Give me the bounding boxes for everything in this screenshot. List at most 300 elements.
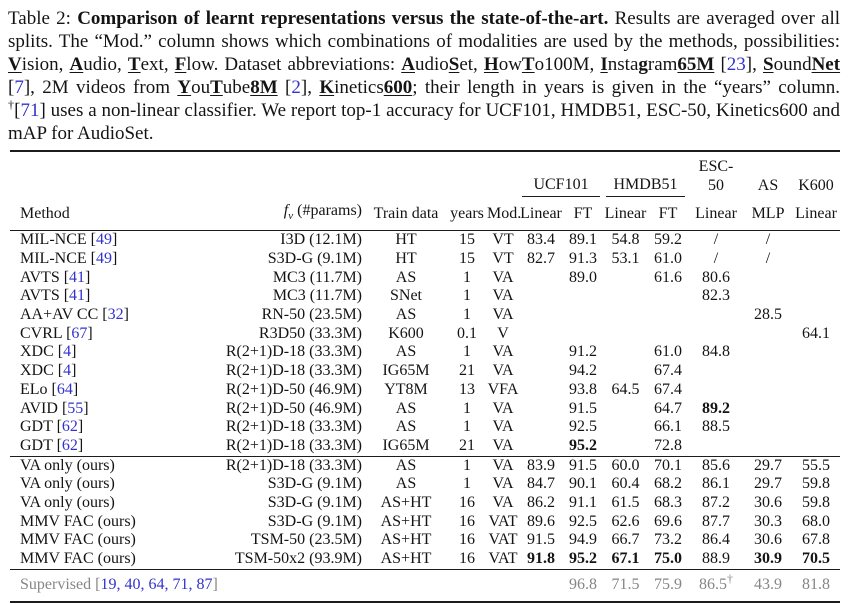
col-header-k600-linear: Linear: [792, 197, 840, 231]
fv-subscript: v: [288, 210, 294, 223]
method-cell: XDC [4]: [20, 343, 77, 361]
citation-link[interactable]: 49: [95, 249, 112, 267]
value-cell: 15: [459, 231, 475, 249]
value-cell: VT: [492, 249, 514, 267]
method-cell: MMV FAC (ours): [20, 550, 136, 568]
value-cell: 68.0: [802, 512, 831, 530]
caption-text: [: [714, 54, 727, 75]
method-cell: VA only (ours): [20, 456, 115, 474]
method-cell: MIL-NCE [49]: [20, 249, 118, 267]
citation-link[interactable]: 32: [107, 306, 124, 323]
backbone-cell: S3D-G (9.1M): [267, 249, 362, 267]
group-header-as: [744, 151, 792, 197]
value-cell: 16: [459, 550, 475, 568]
value-cell: [688, 381, 744, 400]
col-header-hmdb-ft: FT: [648, 197, 688, 231]
value-cell: AS: [395, 456, 417, 474]
value-cell: [792, 400, 840, 419]
caption-text: g: [638, 54, 648, 75]
value-cell: [744, 343, 792, 362]
value-cell: [519, 287, 563, 306]
backbone-cell: R(2+1)D-18 (33.3M): [225, 418, 362, 436]
value-cell: VA: [492, 306, 514, 323]
value-cell: [744, 400, 792, 419]
value-cell: VA: [492, 456, 514, 474]
value-cell: 70.1: [654, 456, 682, 474]
value-cell: 82.7: [527, 249, 555, 267]
value-cell: [688, 325, 744, 344]
fv-symbol: f: [283, 202, 289, 219]
citation-link[interactable]: 41: [69, 268, 86, 286]
method-cell: AVTS [41]: [20, 287, 91, 305]
value-cell: [792, 287, 840, 306]
col-header-ucf-linear: Linear: [519, 197, 563, 231]
value-cell: 55.5: [802, 456, 831, 474]
table-row: [10, 513, 840, 532]
table-row: [10, 306, 840, 325]
value-cell: 69.6: [654, 512, 682, 530]
value-cell: 28.5: [754, 306, 783, 323]
caption-text: ow: [498, 54, 522, 75]
backbone-cell: R(2+1)D-50 (46.9M): [225, 399, 362, 417]
value-cell: 87.7: [702, 512, 731, 530]
table-caption: [8, 7, 840, 145]
table-row: [10, 494, 840, 513]
value-cell: 1: [463, 418, 471, 436]
table-row: [10, 550, 840, 569]
value-cell: [744, 437, 792, 456]
value-cell: 86.4: [702, 531, 731, 549]
method-cell: AVTS [41]: [20, 268, 91, 286]
value-cell: 91.3: [569, 249, 597, 267]
citation-link[interactable]: 2: [291, 77, 301, 98]
col-header-esc-linear: Linear: [688, 197, 744, 231]
value-cell: IG65M: [382, 362, 430, 380]
value-cell: [519, 362, 563, 381]
value-cell: V: [497, 324, 509, 342]
value-cell: [519, 269, 563, 288]
caption-text: ext,: [140, 54, 175, 75]
value-cell: [688, 306, 744, 325]
value-cell: [603, 400, 648, 419]
value-cell: /: [713, 249, 719, 267]
value-cell: [563, 287, 603, 306]
value-cell: 64.7: [654, 399, 682, 417]
citation-link[interactable]: 4: [63, 362, 72, 380]
value-cell: 88.5: [702, 418, 731, 436]
col-header-hmdb-linear: Linear: [603, 197, 648, 231]
value-cell: 91.5: [569, 399, 597, 417]
method-cell: MIL-NCE [49]: [20, 231, 118, 249]
col-header-ucf-ft: FT: [563, 197, 603, 231]
caption-text: ou: [191, 77, 211, 98]
table-row: [10, 287, 840, 306]
value-cell: 91.5: [569, 456, 597, 474]
value-cell: 72.8: [654, 436, 682, 454]
caption-text: ],: [300, 77, 320, 98]
value-cell: 1: [463, 268, 471, 286]
backbone-cell: RN-50 (23.5M): [261, 306, 362, 323]
value-cell: [792, 381, 840, 400]
col-header-fv-params: [210, 197, 365, 231]
table-row: [10, 531, 840, 550]
backbone-cell: R(2+1)D-18 (33.3M): [225, 362, 362, 380]
method-cell: CVRL [67]: [20, 324, 93, 342]
value-cell: AS+HT: [380, 550, 432, 568]
value-cell: 30.3: [754, 512, 783, 530]
group-label: ESC-50: [698, 158, 734, 194]
group-label: AS: [757, 177, 779, 194]
value-cell: VAT: [488, 550, 518, 568]
value-cell: 60.0: [611, 456, 640, 474]
value-cell: [603, 343, 648, 362]
caption-text: ound: [773, 54, 812, 75]
col-header-train-data: Train data: [365, 197, 447, 231]
caption-text: et,: [459, 54, 484, 75]
value-cell: HT: [395, 249, 417, 267]
value-cell: VA: [492, 343, 514, 361]
value-cell: 62.6: [611, 512, 640, 530]
caption-text: [: [277, 77, 292, 98]
group-label: UCF101: [522, 175, 600, 197]
value-cell: AS: [395, 268, 417, 286]
caption-text: nsta: [607, 54, 639, 75]
method-cell: ELo [64]: [20, 380, 79, 398]
col-header-as-mlp: MLP: [744, 197, 792, 231]
value-cell: IG65M: [382, 436, 430, 454]
value-cell: VT: [492, 231, 514, 249]
value-cell: [648, 325, 688, 344]
value-cell: [744, 325, 792, 344]
value-cell: [603, 287, 648, 306]
value-cell: 43.9: [754, 575, 783, 593]
citation-link[interactable]: 7: [14, 77, 24, 98]
value-cell: VA: [492, 287, 514, 305]
backbone-cell: R(2+1)D-18 (33.3M): [225, 343, 362, 361]
caption-text: †: [8, 97, 15, 112]
backbone-cell: R(2+1)D-50 (46.9M): [225, 380, 362, 398]
col-header-years: years: [447, 197, 487, 231]
value-cell: 75.9: [654, 575, 682, 593]
value-cell: VA: [492, 475, 514, 493]
backbone-cell: TSM-50 (23.5M): [250, 531, 362, 549]
caption-text: S: [448, 54, 460, 75]
value-cell: 1: [463, 399, 471, 417]
table-row: [10, 343, 840, 362]
citation-link[interactable]: 23: [726, 54, 746, 75]
table-row: [10, 231, 840, 250]
value-cell: [603, 269, 648, 288]
value-cell: 73.2: [654, 531, 682, 549]
value-cell: 68.2: [654, 475, 682, 493]
caption-text: 65M: [677, 54, 715, 75]
value-cell: 84.8: [702, 343, 731, 361]
value-cell: [744, 287, 792, 306]
table-row: [10, 418, 840, 437]
caption-text: Table 2:: [8, 8, 78, 29]
value-cell: 91.8: [527, 550, 555, 568]
table-row: [10, 250, 840, 269]
group-header-spacer: [10, 151, 519, 197]
method-cell: VA only (ours): [20, 494, 115, 512]
value-cell: 86.1: [702, 475, 731, 493]
citation-link[interactable]: 62: [61, 418, 78, 436]
caption-text: udio: [414, 54, 449, 75]
value-cell: /: [765, 231, 771, 249]
value-cell: 94.2: [569, 362, 597, 380]
method-cell: MMV FAC (ours): [20, 531, 136, 549]
value-cell: [603, 437, 648, 456]
caption-text: I: [600, 54, 608, 75]
group-label: HMDB51: [606, 175, 685, 197]
caption-text: T: [127, 54, 141, 75]
value-cell: VA: [492, 494, 514, 512]
value-cell: 67.8: [802, 531, 831, 549]
value-cell: [688, 362, 744, 381]
citation-link[interactable]: 67: [71, 324, 88, 342]
backbone-cell: R3D50 (33.3M): [258, 324, 362, 342]
value-cell: 91.1: [569, 494, 597, 512]
value-cell: 15: [459, 249, 475, 267]
value-cell: [563, 306, 603, 325]
dagger-marker: †: [727, 571, 734, 586]
value-cell: [744, 362, 792, 381]
caption-text: ; their length in years is given in the “years” column.: [412, 77, 841, 98]
value-cell: 59.8: [802, 494, 831, 512]
value-cell: K600: [388, 324, 424, 342]
value-cell: 1: [463, 343, 471, 361]
caption-text: K: [319, 77, 335, 98]
table-section-ours: [10, 456, 840, 569]
value-cell: [648, 287, 688, 306]
value-cell: 29.7: [754, 456, 783, 474]
citation-link[interactable]: 4: [63, 343, 72, 361]
caption-text: ],: [745, 54, 763, 75]
value-cell: 64.5: [611, 380, 640, 398]
backbone-cell: MC3 (11.7M): [272, 268, 362, 286]
citation-link[interactable]: 49: [95, 231, 112, 249]
value-cell: VA: [492, 418, 514, 436]
value-cell: 30.9: [754, 550, 783, 568]
value-cell: VA: [492, 362, 514, 380]
value-cell: VFA: [487, 380, 519, 398]
value-cell: 1: [463, 287, 471, 305]
value-cell: [603, 306, 648, 325]
citation-link[interactable]: 19, 40, 64, 71, 87: [100, 575, 213, 593]
value-cell: 90.1: [569, 475, 597, 493]
value-cell: 64.1: [802, 324, 831, 342]
group-header-esc50: [688, 151, 744, 197]
group-header-ucf101: [519, 151, 603, 197]
value-cell: AS: [395, 306, 417, 323]
value-cell: 67.4: [654, 362, 682, 380]
value-cell: AS+HT: [380, 531, 432, 549]
value-cell: AS: [395, 418, 417, 436]
group-header-hmdb51: [603, 151, 688, 197]
backbone-cell: I3D (12.1M): [280, 231, 362, 249]
value-cell: 16: [459, 494, 475, 512]
citation-link[interactable]: 64: [56, 380, 73, 398]
value-cell: 83.9: [527, 456, 555, 474]
value-cell: 21: [459, 436, 475, 454]
table-row: [10, 381, 840, 400]
value-cell: 82.3: [702, 287, 731, 305]
value-cell: 84.7: [527, 475, 555, 493]
value-cell: 68.3: [654, 494, 682, 512]
value-cell: 75.0: [654, 550, 682, 568]
caption-text: udio,: [83, 54, 128, 75]
group-header-row: [10, 151, 840, 197]
value-cell: 61.5: [611, 494, 640, 512]
value-cell: 67.1: [611, 550, 640, 568]
value-cell: 91.2: [569, 343, 597, 361]
value-cell: /: [765, 249, 771, 267]
value-cell: [792, 231, 840, 250]
citation-link[interactable]: 41: [69, 287, 86, 305]
value-cell: 21: [459, 362, 475, 380]
value-cell: /: [713, 231, 719, 249]
method-cell: GDT [62]: [20, 418, 84, 436]
value-cell: 92.5: [569, 512, 597, 530]
value-cell: VAT: [488, 531, 518, 549]
method-cell: MMV FAC (ours): [20, 512, 136, 530]
group-label: K600: [798, 177, 834, 194]
caption-text: Results are averaged over all splits. The “Mod.” column shows which combinations of modalities are used by the methods, possibilities:: [8, 8, 841, 52]
value-cell: 85.6: [702, 456, 731, 474]
caption-text: ], 2M videos from: [23, 77, 178, 98]
value-cell: 89.2: [702, 399, 731, 417]
value-cell: VA: [492, 436, 514, 454]
table-row: [10, 456, 840, 475]
caption-text: ram: [647, 54, 678, 75]
method-cell: VA only (ours): [20, 475, 115, 493]
backbone-cell: S3D-G (9.1M): [267, 494, 362, 512]
value-cell: [792, 250, 840, 269]
value-cell: 30.6: [754, 494, 783, 512]
value-cell: [792, 362, 840, 381]
value-cell: 89.1: [569, 231, 597, 249]
value-cell: 93.8: [569, 380, 597, 398]
method-cell: AA+AV CC [32]: [20, 306, 129, 323]
value-cell: 95.2: [569, 550, 597, 568]
value-cell: [792, 306, 840, 325]
value-cell: 80.6: [702, 268, 731, 286]
caption-text: Net: [811, 54, 841, 75]
backbone-cell: R(2+1)D-18 (33.3M): [225, 436, 362, 454]
value-cell: AS: [395, 475, 417, 493]
value-cell: VAT: [488, 512, 518, 530]
table-row: [10, 475, 840, 494]
value-cell: AS+HT: [380, 512, 432, 530]
col-header-mod: Mod.: [487, 197, 519, 231]
value-cell: 29.7: [754, 475, 783, 493]
caption-text: S: [762, 54, 774, 75]
value-cell: [688, 437, 744, 456]
value-cell: 70.5: [802, 550, 831, 568]
caption-text: low. Dataset abbreviations:: [186, 54, 402, 75]
caption-text: Y: [177, 77, 192, 98]
table-row: [10, 400, 840, 419]
method-cell: AVID [55]: [20, 399, 89, 417]
value-cell: [744, 381, 792, 400]
value-cell: [792, 418, 840, 437]
backbone-cell: TSM-50x2 (93.9M): [234, 550, 362, 568]
value-cell: [744, 269, 792, 288]
table-row: [10, 325, 840, 344]
col-header-method: Method: [10, 197, 210, 231]
table-head: [10, 151, 840, 231]
value-cell: AS: [395, 399, 417, 417]
value-cell: YT8M: [384, 380, 428, 398]
value-cell: 13: [459, 380, 475, 398]
value-cell: 61.0: [654, 343, 682, 361]
backbone-cell: S3D-G (9.1M): [267, 512, 362, 530]
table-row: [10, 269, 840, 288]
value-cell: [603, 418, 648, 437]
caption-text: ] uses a non-linear classifier. We report top-1 accuracy for UCF101, HMDB51, ESC-50, Kinetics600 and mAP for AudioSet.: [8, 100, 840, 144]
value-cell: 1: [463, 306, 471, 323]
caption-text: F: [174, 54, 187, 75]
caption-text: inetics: [334, 77, 384, 98]
value-cell: 60.4: [611, 475, 640, 493]
method-cell: Supervised [19, 40, 64, 71, 87]: [20, 575, 218, 593]
value-cell: [792, 269, 840, 288]
caption-text: [: [14, 100, 21, 121]
table-row: [10, 437, 840, 456]
method-cell: GDT [62]: [20, 436, 84, 454]
caption-text: H: [483, 54, 499, 75]
value-cell: 71.5: [611, 575, 640, 593]
results-table: [10, 150, 840, 603]
value-cell: 86.2: [527, 494, 555, 512]
caption-text: A: [69, 54, 84, 75]
value-cell: 1: [463, 456, 471, 474]
value-cell: [603, 362, 648, 381]
citation-link[interactable]: 62: [61, 436, 78, 454]
value-cell: 0.1: [457, 324, 477, 342]
value-cell: 59.2: [654, 231, 682, 249]
caption-text: 8M: [250, 77, 278, 98]
value-cell: 61.6: [654, 268, 682, 286]
value-cell: 86.5†: [699, 571, 734, 593]
citation-link[interactable]: 55: [67, 399, 84, 417]
caption-text: V: [8, 54, 22, 75]
group-header-k600: [792, 151, 840, 197]
backbone-cell: R(2+1)D-18 (33.3M): [225, 456, 362, 474]
value-cell: [519, 418, 563, 437]
value-cell: [519, 381, 563, 400]
value-cell: 1: [463, 475, 471, 493]
value-cell: 95.2: [569, 436, 597, 454]
value-cell: [744, 418, 792, 437]
backbone-cell: MC3 (11.7M): [272, 287, 362, 305]
method-cell: XDC [4]: [20, 362, 77, 380]
value-cell: AS: [395, 343, 417, 361]
value-cell: 91.5: [527, 531, 555, 549]
caption-text: o100M,: [534, 54, 601, 75]
value-cell: VA: [492, 399, 514, 417]
table-section-sota: [10, 231, 840, 456]
value-cell: 89.0: [569, 268, 597, 286]
value-cell: 83.4: [527, 231, 555, 249]
value-cell: 81.8: [802, 575, 831, 593]
value-cell: 92.5: [569, 418, 597, 436]
value-cell: HT: [395, 231, 417, 249]
value-cell: 54.8: [611, 231, 640, 249]
citation-link[interactable]: 71: [20, 100, 40, 121]
value-cell: [519, 437, 563, 456]
value-cell: 16: [459, 512, 475, 530]
